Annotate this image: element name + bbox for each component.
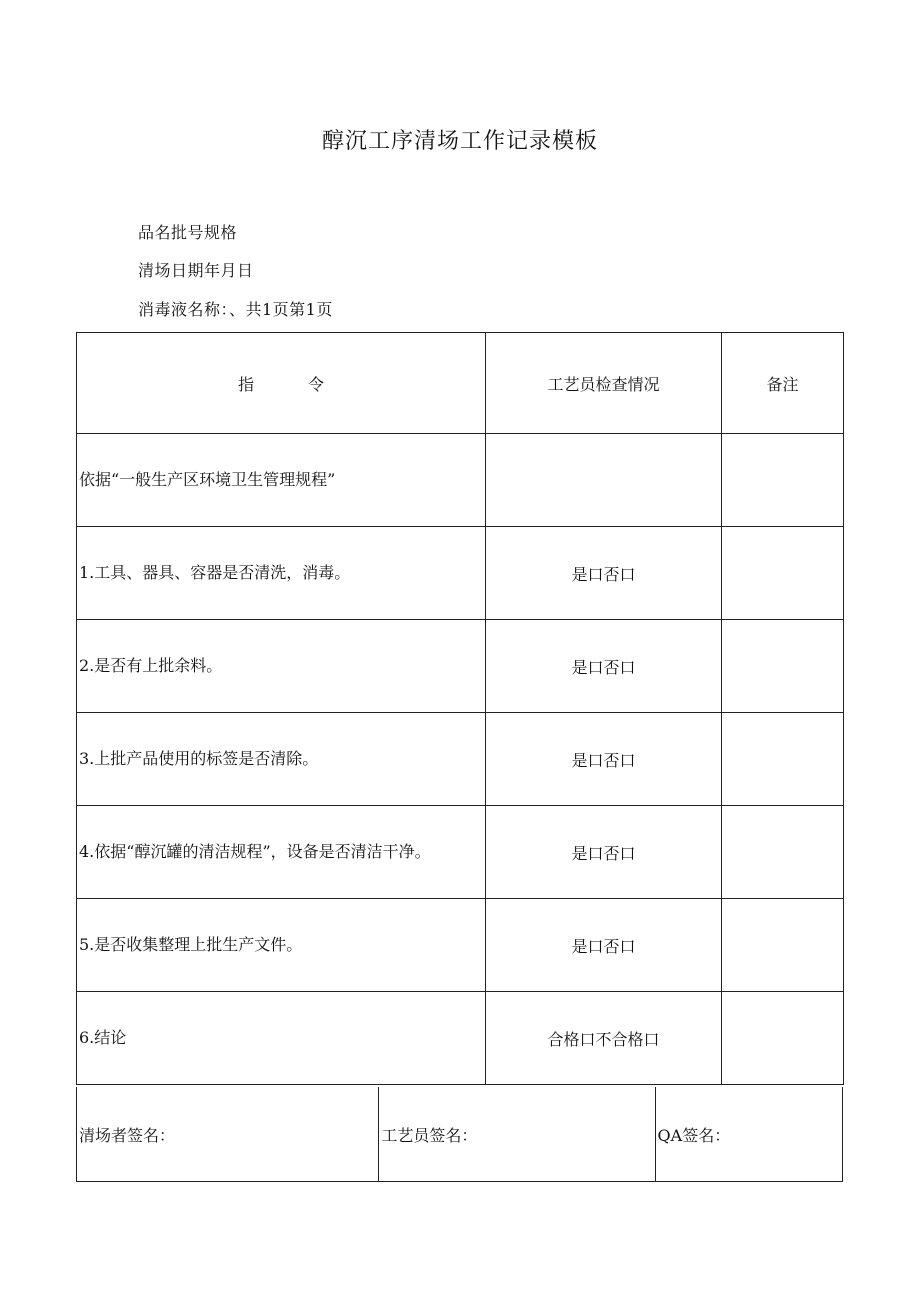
table-row xyxy=(77,620,844,713)
technician-signature-field[interactable]: 工艺员签名： xyxy=(379,1087,655,1182)
check-cell[interactable] xyxy=(486,434,722,527)
signature-row xyxy=(77,1087,843,1182)
remark-cell[interactable] xyxy=(722,620,844,713)
product-batch-spec-line: 品名批号规格 xyxy=(138,223,238,242)
page-title: 醇沉工序清场工作记录模板 xyxy=(321,129,598,154)
instruction-cell: 依据“一般生产区环境卫生管理规程” xyxy=(77,434,486,527)
instruction-cell: 5.是否收集整理上批生产文件。 xyxy=(77,899,486,992)
clearance-date-line: 清场日期年月日 xyxy=(138,261,254,280)
check-cell[interactable]: 是口否口 xyxy=(486,527,722,620)
check-cell[interactable]: 是口否口 xyxy=(486,806,722,899)
remark-cell[interactable] xyxy=(722,713,844,806)
instruction-cell: 1.工具、器具、容器是否清洗，消毒。 xyxy=(77,527,486,620)
table-row xyxy=(77,434,844,527)
table-header-row xyxy=(77,333,844,434)
header-remark: 备注 xyxy=(722,333,844,434)
instruction-cell: 3.上批产品使用的标签是否清除。 xyxy=(77,713,486,806)
check-cell[interactable]: 是口否口 xyxy=(486,713,722,806)
table-row xyxy=(77,527,844,620)
conclusion-cell[interactable]: 合格口不合格口 xyxy=(486,992,722,1085)
table-row xyxy=(77,992,844,1085)
check-cell[interactable]: 是口否口 xyxy=(486,620,722,713)
table-row xyxy=(77,899,844,992)
cleaner-signature-field[interactable]: 清场者签名： xyxy=(77,1087,379,1182)
remark-cell[interactable] xyxy=(722,992,844,1085)
instruction-cell: 2.是否有上批余料。 xyxy=(77,620,486,713)
instruction-cell: 6.结论 xyxy=(77,992,486,1085)
check-cell[interactable]: 是口否口 xyxy=(486,899,722,992)
table-row xyxy=(77,713,844,806)
qa-signature-field[interactable]: QA签名： xyxy=(655,1087,842,1182)
header-check: 工艺员检查情况 xyxy=(486,333,722,434)
remark-cell[interactable] xyxy=(722,806,844,899)
clearance-record-table xyxy=(76,332,844,1085)
signature-table xyxy=(76,1087,843,1182)
header-instruction-char1: 指 xyxy=(237,374,254,394)
header-instruction-char2: 令 xyxy=(308,374,325,394)
remark-cell[interactable] xyxy=(722,899,844,992)
remark-cell[interactable] xyxy=(722,527,844,620)
instruction-cell: 4.依据“醇沉罐的清洁规程”，设备是否清洁干净。 xyxy=(77,806,486,899)
disinfectant-page-line: 消毒液名称：、共1页第1页 xyxy=(138,300,333,319)
header-instruction xyxy=(77,333,486,434)
remark-cell[interactable] xyxy=(722,434,844,527)
table-row xyxy=(77,806,844,899)
